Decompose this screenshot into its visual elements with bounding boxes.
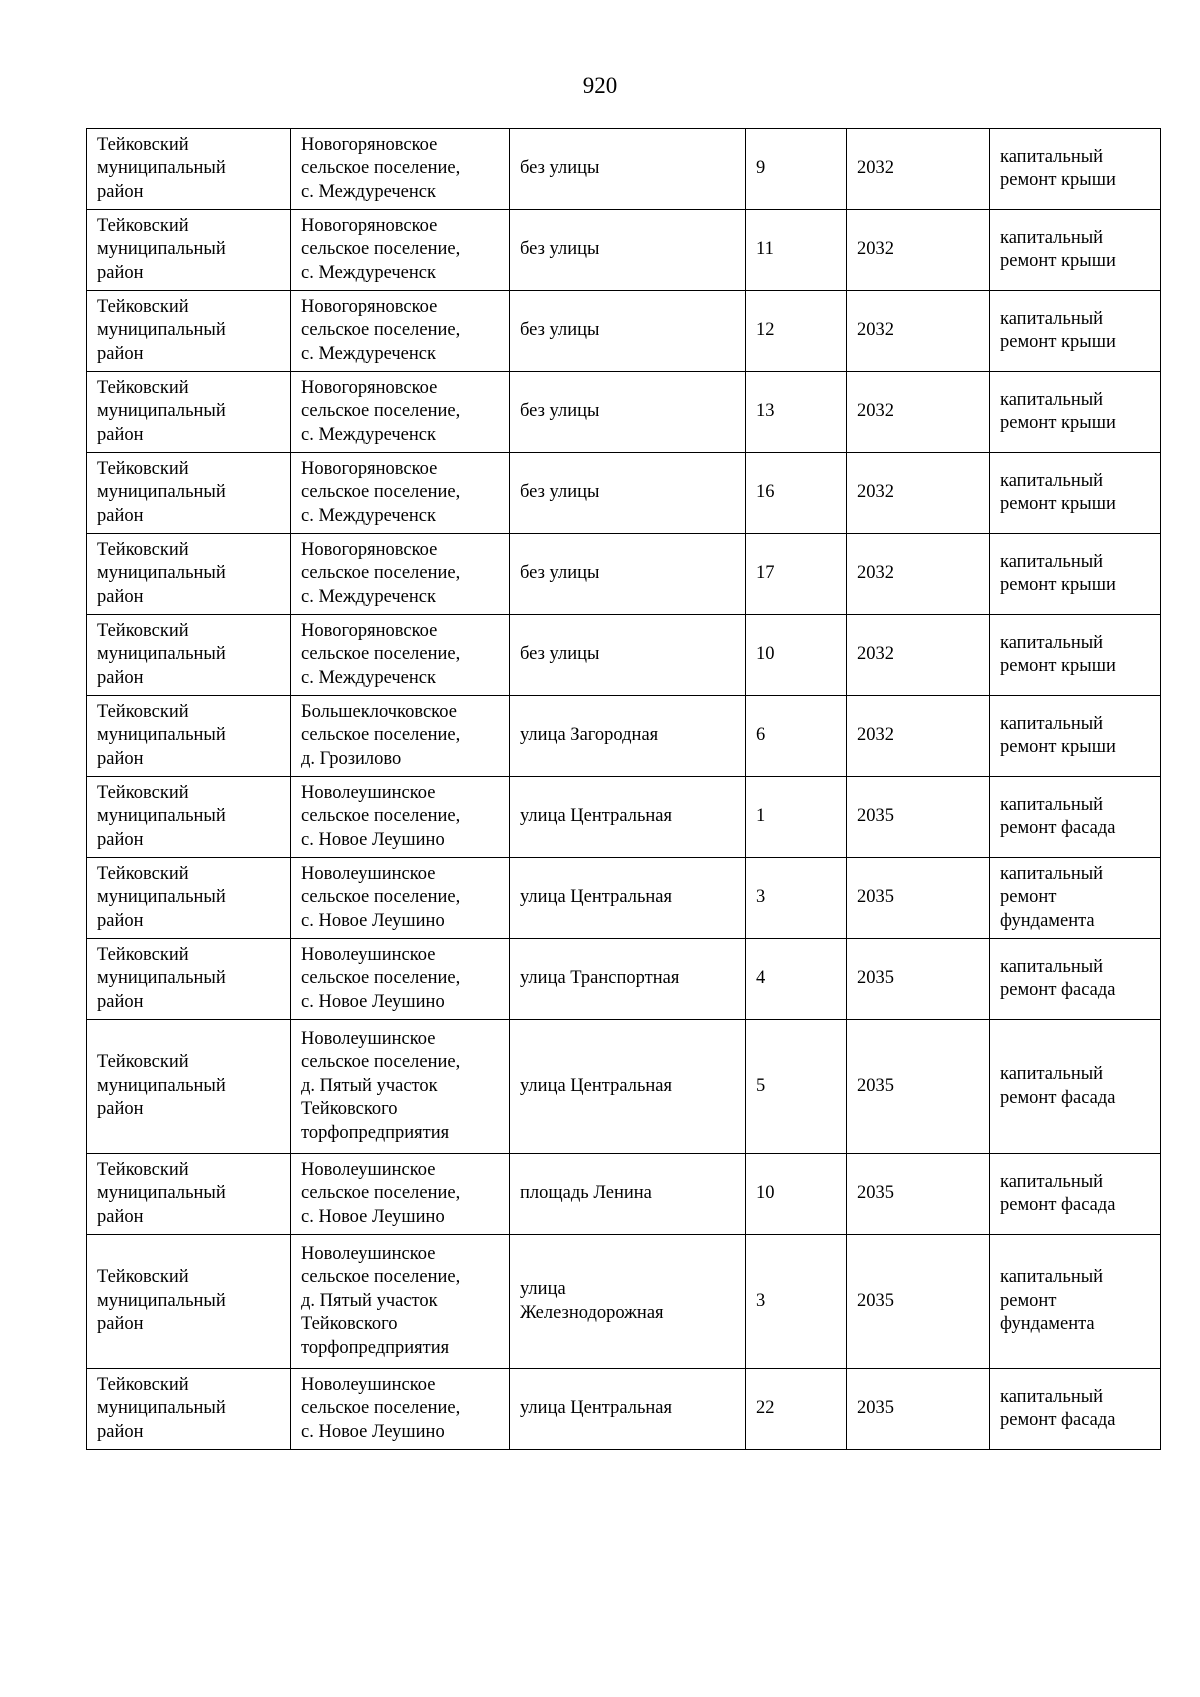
house-number-cell: 3 bbox=[746, 1235, 847, 1369]
table-row bbox=[87, 1235, 1161, 1369]
registry-table bbox=[86, 128, 1161, 1450]
settlement-cell: Новогоряновское сельское поселение, с. Междуреченск bbox=[291, 372, 510, 453]
settlement-cell: Новолеушинское сельское поселение, с. Новое Леушино bbox=[291, 777, 510, 858]
settlement-cell: Новолеушинское сельское поселение, с. Новое Леушино bbox=[291, 939, 510, 1020]
year-cell: 2035 bbox=[847, 1020, 990, 1154]
table-row bbox=[87, 291, 1161, 372]
settlement-cell: Новолеушинское сельское поселение, с. Новое Леушино bbox=[291, 1369, 510, 1450]
settlement-cell: Новогоряновское сельское поселение, с. Междуреченск bbox=[291, 210, 510, 291]
house-number-cell: 11 bbox=[746, 210, 847, 291]
work-type-cell: капитальный ремонт крыши bbox=[990, 129, 1161, 210]
work-type-cell: капитальный ремонт фасада bbox=[990, 939, 1161, 1020]
work-type-cell: капитальный ремонт крыши bbox=[990, 210, 1161, 291]
table-row bbox=[87, 615, 1161, 696]
district-cell: Тейковский муниципальный район bbox=[87, 777, 291, 858]
house-number-cell: 3 bbox=[746, 858, 847, 939]
work-type-cell: капитальный ремонт фундамента bbox=[990, 858, 1161, 939]
work-type-cell: капитальный ремонт крыши bbox=[990, 291, 1161, 372]
work-type-cell: капитальный ремонт фасада bbox=[990, 777, 1161, 858]
year-cell: 2035 bbox=[847, 939, 990, 1020]
district-cell: Тейковский муниципальный район bbox=[87, 615, 291, 696]
settlement-cell: Новолеушинское сельское поселение, с. Новое Леушино bbox=[291, 858, 510, 939]
house-number-cell: 10 bbox=[746, 1154, 847, 1235]
settlement-cell: Новогоряновское сельское поселение, с. Междуреченск bbox=[291, 291, 510, 372]
district-cell: Тейковский муниципальный район bbox=[87, 1235, 291, 1369]
street-cell: улица Центральная bbox=[510, 777, 746, 858]
work-type-cell: капитальный ремонт крыши bbox=[990, 372, 1161, 453]
settlement-cell: Новогоряновское сельское поселение, с. Междуреченск bbox=[291, 129, 510, 210]
table-row bbox=[87, 210, 1161, 291]
street-cell: без улицы bbox=[510, 291, 746, 372]
year-cell: 2032 bbox=[847, 453, 990, 534]
district-cell: Тейковский муниципальный район bbox=[87, 1369, 291, 1450]
settlement-cell: Новолеушинское сельское поселение, д. Пятый участок Тейковского торфопредприятия bbox=[291, 1235, 510, 1369]
work-type-cell: капитальный ремонт фасада bbox=[990, 1369, 1161, 1450]
year-cell: 2032 bbox=[847, 696, 990, 777]
house-number-cell: 1 bbox=[746, 777, 847, 858]
district-cell: Тейковский муниципальный район bbox=[87, 534, 291, 615]
work-type-cell: капитальный ремонт фундамента bbox=[990, 1235, 1161, 1369]
district-cell: Тейковский муниципальный район bbox=[87, 372, 291, 453]
house-number-cell: 10 bbox=[746, 615, 847, 696]
street-cell: улица Железнодорожная bbox=[510, 1235, 746, 1369]
settlement-cell: Новолеушинское сельское поселение, с. Новое Леушино bbox=[291, 1154, 510, 1235]
house-number-cell: 17 bbox=[746, 534, 847, 615]
district-cell: Тейковский муниципальный район bbox=[87, 210, 291, 291]
street-cell: улица Центральная bbox=[510, 1369, 746, 1450]
year-cell: 2035 bbox=[847, 777, 990, 858]
district-cell: Тейковский муниципальный район bbox=[87, 453, 291, 534]
house-number-cell: 13 bbox=[746, 372, 847, 453]
table-row bbox=[87, 453, 1161, 534]
table-row bbox=[87, 696, 1161, 777]
year-cell: 2035 bbox=[847, 1369, 990, 1450]
table-row bbox=[87, 372, 1161, 453]
street-cell: без улицы bbox=[510, 453, 746, 534]
settlement-cell: Новогоряновское сельское поселение, с. Междуреченск bbox=[291, 534, 510, 615]
district-cell: Тейковский муниципальный район bbox=[87, 129, 291, 210]
district-cell: Тейковский муниципальный район bbox=[87, 1154, 291, 1235]
district-cell: Тейковский муниципальный район bbox=[87, 1020, 291, 1154]
street-cell: улица Транспортная bbox=[510, 939, 746, 1020]
table-row bbox=[87, 1020, 1161, 1154]
table-row bbox=[87, 939, 1161, 1020]
house-number-cell: 16 bbox=[746, 453, 847, 534]
street-cell: улица Загородная bbox=[510, 696, 746, 777]
year-cell: 2032 bbox=[847, 129, 990, 210]
table-row bbox=[87, 858, 1161, 939]
settlement-cell: Новогоряновское сельское поселение, с. Междуреченск bbox=[291, 453, 510, 534]
settlement-cell: Большеклочковское сельское поселение, д. Грозилово bbox=[291, 696, 510, 777]
year-cell: 2035 bbox=[847, 858, 990, 939]
table-row bbox=[87, 1154, 1161, 1235]
street-cell: площадь Ленина bbox=[510, 1154, 746, 1235]
year-cell: 2035 bbox=[847, 1154, 990, 1235]
work-type-cell: капитальный ремонт крыши bbox=[990, 696, 1161, 777]
house-number-cell: 9 bbox=[746, 129, 847, 210]
year-cell: 2032 bbox=[847, 372, 990, 453]
street-cell: без улицы bbox=[510, 372, 746, 453]
house-number-cell: 12 bbox=[746, 291, 847, 372]
district-cell: Тейковский муниципальный район bbox=[87, 939, 291, 1020]
house-number-cell: 4 bbox=[746, 939, 847, 1020]
year-cell: 2032 bbox=[847, 291, 990, 372]
house-number-cell: 6 bbox=[746, 696, 847, 777]
work-type-cell: капитальный ремонт крыши bbox=[990, 615, 1161, 696]
year-cell: 2032 bbox=[847, 210, 990, 291]
work-type-cell: капитальный ремонт крыши bbox=[990, 453, 1161, 534]
street-cell: без улицы bbox=[510, 129, 746, 210]
table-row bbox=[87, 777, 1161, 858]
year-cell: 2032 bbox=[847, 534, 990, 615]
settlement-cell: Новолеушинское сельское поселение, д. Пятый участок Тейковского торфопредприятия bbox=[291, 1020, 510, 1154]
street-cell: улица Центральная bbox=[510, 858, 746, 939]
work-type-cell: капитальный ремонт фасада bbox=[990, 1020, 1161, 1154]
street-cell: без улицы bbox=[510, 210, 746, 291]
table-row bbox=[87, 534, 1161, 615]
street-cell: улица Центральная bbox=[510, 1020, 746, 1154]
work-type-cell: капитальный ремонт фасада bbox=[990, 1154, 1161, 1235]
house-number-cell: 22 bbox=[746, 1369, 847, 1450]
table-row bbox=[87, 129, 1161, 210]
year-cell: 2032 bbox=[847, 615, 990, 696]
district-cell: Тейковский муниципальный район bbox=[87, 291, 291, 372]
page-number: 920 bbox=[582, 73, 618, 98]
district-cell: Тейковский муниципальный район bbox=[87, 696, 291, 777]
table-row bbox=[87, 1369, 1161, 1450]
street-cell: без улицы bbox=[510, 534, 746, 615]
year-cell: 2035 bbox=[847, 1235, 990, 1369]
house-number-cell: 5 bbox=[746, 1020, 847, 1154]
street-cell: без улицы bbox=[510, 615, 746, 696]
district-cell: Тейковский муниципальный район bbox=[87, 858, 291, 939]
work-type-cell: капитальный ремонт крыши bbox=[990, 534, 1161, 615]
settlement-cell: Новогоряновское сельское поселение, с. Междуреченск bbox=[291, 615, 510, 696]
